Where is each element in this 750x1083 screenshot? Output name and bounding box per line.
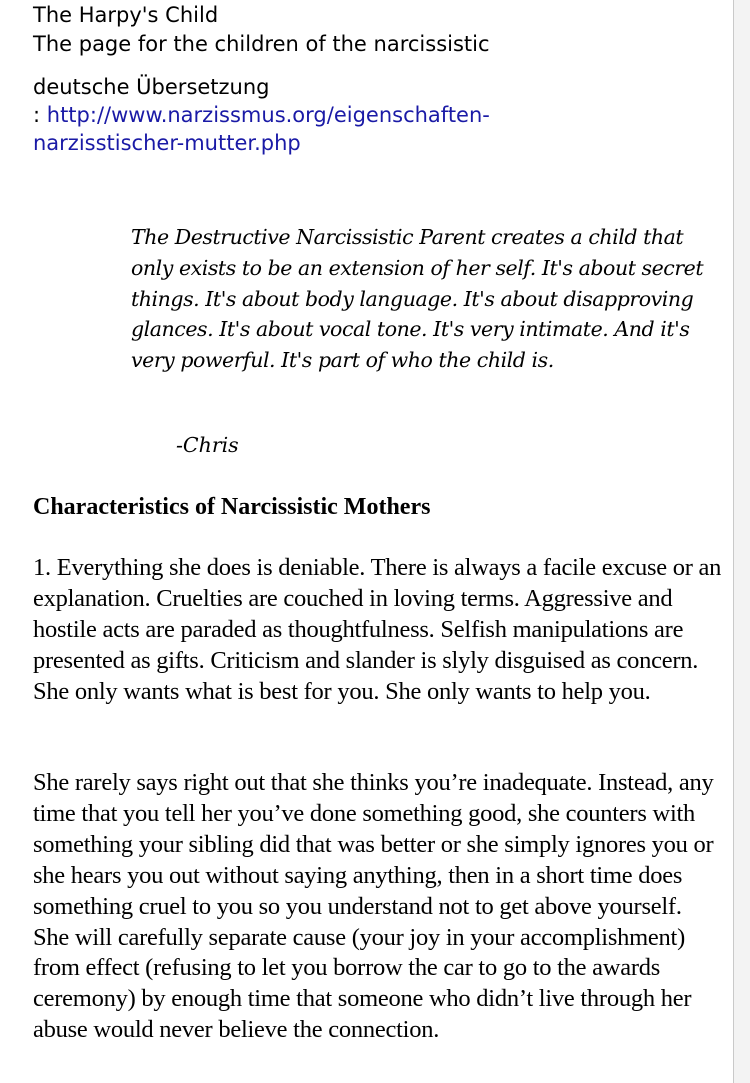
translation-link-line (33, 101, 490, 129)
quote-text: The Destructive Narcissistic Parent creates a child that only exists to be an extension of her self. It's about secret things. It's about body language. It's about disapproving glances. It's about vocal tone. It's very intimate. And it's very powerful. It's part of who the child is. (131, 225, 704, 373)
section-heading: Characteristics of Narcissistic Mothers (33, 494, 431, 520)
translation-link[interactable]: http://www.narzissmus.org/eigenschaften- (46, 103, 490, 127)
translation-prefix: : (33, 103, 47, 127)
article-paragraph: She rarely says right out that she thinks you’re inadequate. Instead, any time that you tell her you’ve done something good, she counters with something your sibling did that was better or she simply ignores you or she hears you out without saying anything, then in a short time does something cruel to you so you understand not to get above yourself. She will carefully separate cause (your joy in your accomplishment) from effect (refusing to let you borrow the car to go to the awards ceremony) by enough time that someone who didn’t live through her abuse would never believe the connection. (33, 769, 714, 1044)
quote-author: -Chris (176, 433, 239, 457)
article-paragraph: 1. Everything she does is deniable. There is always a facile excuse or an explanation. Cruelties are couched in loving terms. Aggressive and hostile acts are paraded as thoughtfulness. Selfish manipulations are presented as gifts. Criticism and slander is slyly disguised as concern. She only wants what is best for you. She only wants to help you. (33, 554, 722, 705)
site-subtitle: The page for the children of the narcissistic (33, 32, 490, 56)
translation-label: deutsche Übersetzung (33, 75, 270, 99)
translation-link-continued[interactable]: narzisstischer-mutter.php (33, 131, 301, 155)
translation-link-line-2 (33, 129, 301, 157)
right-margin (734, 0, 750, 1083)
site-title: The Harpy's Child (33, 3, 219, 27)
